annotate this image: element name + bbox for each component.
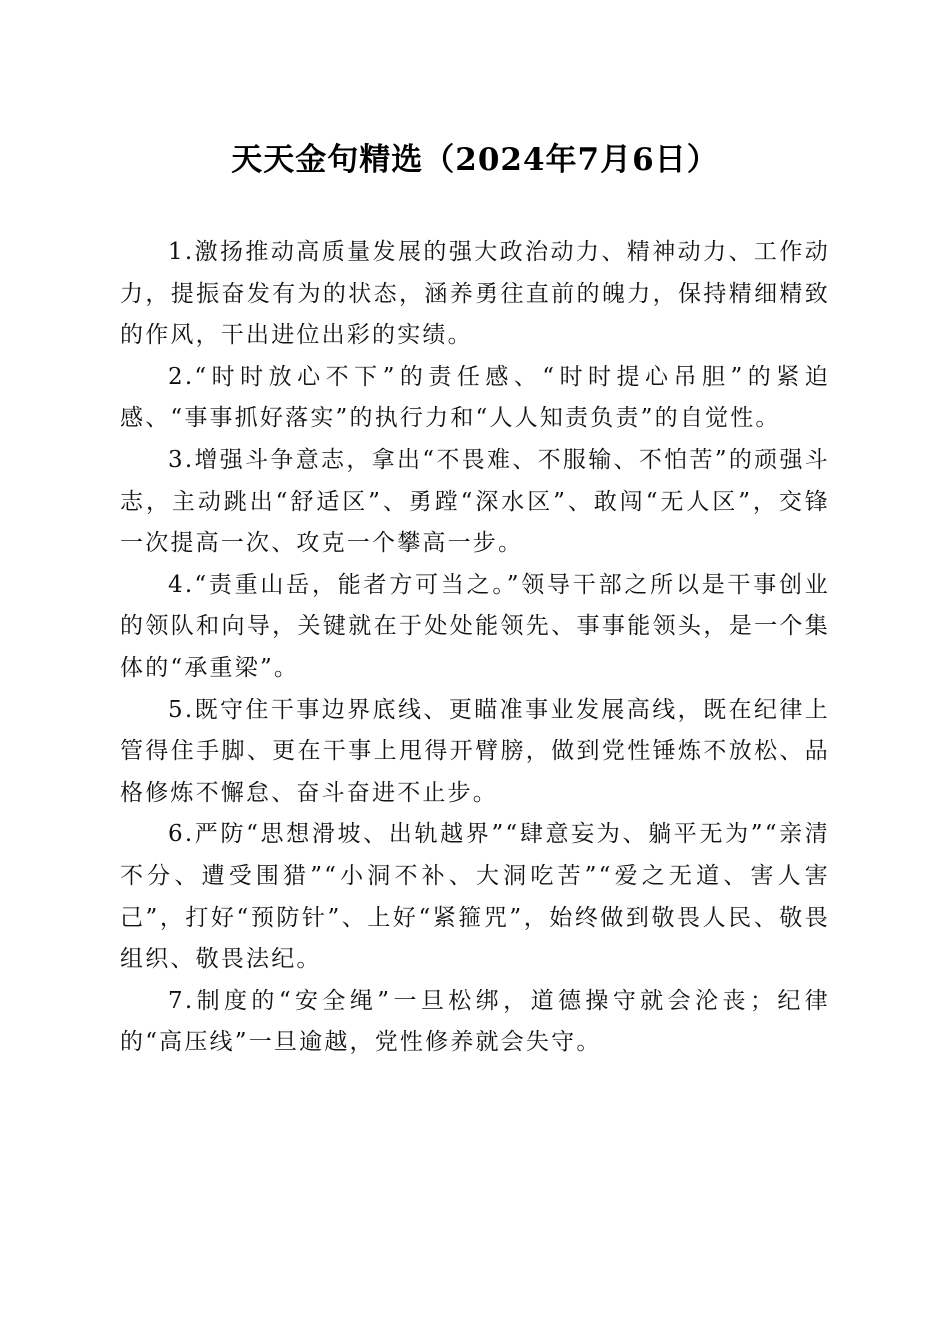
quote-paragraph-1: 1.激扬推动高质量发展的强大政治动力、精神动力、工作动力，提振奋发有为的状态，涵养勇往直前的魄力，保持精细精致的作风，干出进位出彩的实绩。 xyxy=(120,239,830,349)
quote-paragraph-6: 6.严防“思想滑坡、出轨越界”“肆意妄为、躺平无为”“亲清不分、遭受围猎”“小洞不补、大洞吃苦”“爱之无道、害人害己”，打好“预防针”、上好“紧箍咒”，始终做到敬畏人民、敬畏组织、敬畏法纪。 xyxy=(120,821,830,973)
quote-paragraph-5: 5.既守住干事边界底线、更瞄准事业发展高线，既在纪律上管得住手脚、更在干事上甩得开臂膀，做到党性锤炼不放松、品格修炼不懈怠、奋斗奋进不止步。 xyxy=(120,696,830,806)
quote-paragraph-7: 7.制度的“安全绳”一旦松绑，道德操守就会沦丧；纪律的“高压线”一旦逾越，党性修养就会失守。 xyxy=(120,987,830,1056)
quote-paragraph-4: 4.“责重山岳，能者方可当之。”领导干部之所以是干事创业的领队和向导，关键就在于处处能领先、事事能领头，是一个集体的“承重梁”。 xyxy=(120,571,830,681)
quote-paragraph-2: 2.“时时放心不下”的责任感、“时时提心吊胆”的紧迫感、“事事抓好落实”的执行力和“人人知责负责”的自觉性。 xyxy=(120,363,830,432)
quote-paragraph-3: 3.增强斗争意志，拿出“不畏难、不服输、不怕苦”的顽强斗志，主动跳出“舒适区”、勇蹚“深水区”、敢闯“无人区”，交锋一次提高一次、攻克一个攀高一步。 xyxy=(120,446,830,557)
document-title: 天天金句精选（2024年7月6日） xyxy=(231,142,719,178)
document-body xyxy=(120,232,830,1064)
